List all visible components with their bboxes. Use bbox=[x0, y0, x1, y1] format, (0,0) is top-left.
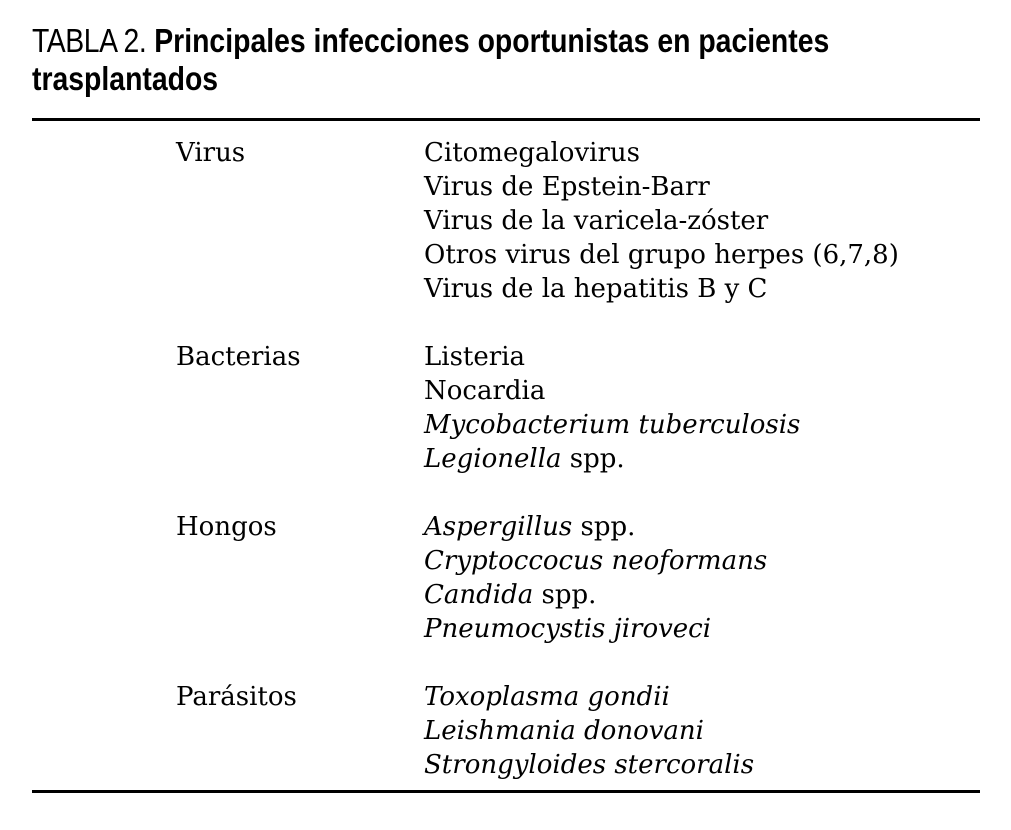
item-text: Nocardia bbox=[424, 376, 546, 406]
item-text: spp. bbox=[561, 444, 625, 474]
item-text: Listeria bbox=[424, 342, 526, 372]
list-item bbox=[424, 612, 984, 646]
list-item bbox=[424, 510, 984, 544]
item-text: Virus de la varicela-zóster bbox=[424, 206, 769, 236]
list-item bbox=[424, 340, 984, 374]
list-item bbox=[424, 578, 984, 612]
table-caption: Principales infecciones oportunistas en pacientes trasplantados bbox=[32, 22, 830, 97]
item-text: Cryptoccocus neoformans bbox=[424, 546, 768, 576]
item-list bbox=[424, 340, 984, 476]
list-item bbox=[424, 544, 984, 578]
list-item bbox=[424, 748, 984, 782]
list-item bbox=[424, 680, 984, 714]
item-list bbox=[424, 136, 984, 306]
item-text: Citomegalovirus bbox=[424, 138, 640, 168]
list-item bbox=[424, 442, 984, 476]
list-item bbox=[424, 714, 984, 748]
item-text: Virus de la hepatitis B y C bbox=[424, 274, 768, 304]
category-label: Parásitos bbox=[176, 682, 297, 712]
list-item bbox=[424, 204, 984, 238]
list-item bbox=[424, 374, 984, 408]
item-text: spp. bbox=[572, 512, 636, 542]
item-text: Toxoplasma gondii bbox=[424, 682, 670, 712]
category-label: Bacterias bbox=[176, 342, 301, 372]
item-list bbox=[424, 680, 984, 782]
list-item bbox=[424, 136, 984, 170]
item-text: Leishmania donovani bbox=[424, 716, 704, 746]
list-item bbox=[424, 170, 984, 204]
category-label: Hongos bbox=[176, 512, 277, 542]
item-list bbox=[424, 510, 984, 646]
item-text: Virus de Epstein-Barr bbox=[424, 172, 710, 202]
item-text: Otros virus del grupo herpes (6,7,8) bbox=[424, 240, 899, 270]
category-label: Virus bbox=[176, 138, 246, 168]
table-label: TABLA 2. bbox=[32, 22, 147, 59]
item-text: Pneumocystis jiroveci bbox=[424, 614, 712, 644]
list-item bbox=[424, 238, 984, 272]
item-text: Candida bbox=[424, 580, 534, 610]
list-item bbox=[424, 272, 984, 306]
list-item bbox=[424, 408, 984, 442]
item-text: Aspergillus bbox=[424, 512, 573, 542]
item-text: spp. bbox=[533, 580, 597, 610]
bottom-rule bbox=[32, 790, 980, 793]
item-text: Strongyloides stercoralis bbox=[424, 750, 755, 780]
item-text: Legionella bbox=[424, 444, 562, 474]
item-text: Mycobacterium tuberculosis bbox=[424, 410, 801, 440]
